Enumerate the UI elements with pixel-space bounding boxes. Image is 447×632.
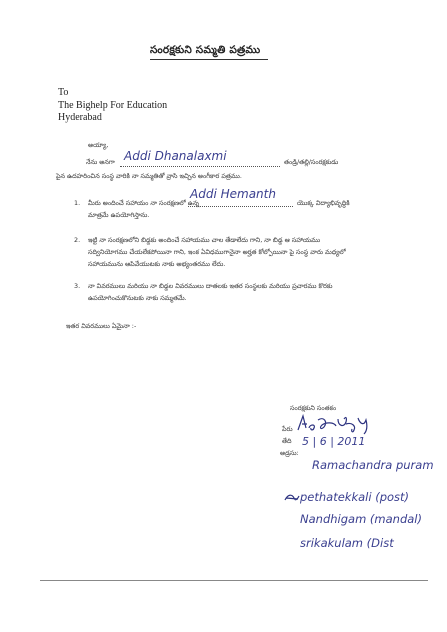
item1-line2: మాత్రమే ఉపయోగిస్తాను.: [88, 211, 150, 219]
address-line-4: srikakulam (Dist: [300, 536, 394, 550]
item1-prefix: మీరు అందించే సహాయం నా సంరక్షణలో ఉన్న: [88, 199, 200, 207]
date-handwritten: 5 | 6 | 2011: [302, 435, 366, 448]
title-underline: [150, 59, 268, 60]
item2-line3: సహాయమును ఆపివేయుటకు నాకు అభ్యంతరము లేదు.: [88, 260, 226, 268]
line1-prefix: నేను అనగా: [86, 158, 115, 166]
guardian-name-handwritten: Addi Dhanalaxmi: [124, 149, 227, 163]
letter-title: సంరక్షకుని సమ్మతి పత్రము: [150, 44, 261, 56]
item3-number: 3.: [74, 282, 81, 290]
name-dotted-line: [120, 166, 280, 167]
recipient-to: To: [58, 87, 69, 98]
sign-label: పేరు: [282, 425, 293, 433]
address-line-1: Ramachandra puram: [312, 458, 434, 472]
line1-suffix: తండ్రి/తల్లి/సంరక్షకుడు: [284, 158, 339, 166]
address-label: అడ్రసు:: [280, 449, 299, 457]
child-name-dotted-line: [188, 206, 293, 207]
recipient-org: The Bighelp For Education: [58, 100, 168, 111]
address-line-3: Nandhigam (mandal): [300, 512, 422, 526]
item2-number: 2.: [74, 236, 81, 244]
item3-line1: నా వివరములు మరియు నా బిడ్డల వివరములు దాతలకు ఇతర సంస్థలకు మరియు ప్రచారము కొరకు: [88, 282, 333, 290]
item1-number: 1.: [74, 199, 81, 207]
item1-suffix: యొక్క విద్యాభివృద్ధికి: [297, 199, 350, 207]
item3-line2: ఉపయోగించుకొనుటకు నాకు సమ్మతమే.: [88, 294, 187, 302]
signature-heading: సంరక్షకుని సంతకం: [290, 404, 337, 412]
recipient-city: Hyderabad: [58, 112, 102, 123]
child-name-handwritten: Addi Hemanth: [190, 187, 276, 201]
bottom-rule: [40, 580, 428, 581]
line2-text: పైన ఉదహరించిన సంస్థ వారికి నా సమ్మతితో వ్రాసి ఇచ్చిన అంగీకార పత్రము.: [56, 172, 242, 180]
item2-line1: ఇట్టి నా సంరక్షణలోని బిడ్డకు అందించే సహాయము చాల తేడాలేదు గాని, నా బిడ్డ ఆ సహాయము: [88, 236, 321, 244]
item2-line2: సద్వినియోగము చేయలేకపోయినా గాని, ఇంక ఏవిధముగానైనా అర్హత కోల్పోయినా పై సంస్థ వారు మధ్యలో: [88, 248, 346, 256]
other-details-label: ఇతర వివరములు ఏమైనా :-: [66, 322, 137, 330]
address-strike-mark: [284, 492, 300, 504]
guardian-signature: [294, 410, 376, 436]
address-line-2: pethatekkali (post): [300, 490, 410, 504]
salutation: అయ్యా,: [88, 141, 109, 149]
date-label: తేది: [282, 437, 292, 445]
